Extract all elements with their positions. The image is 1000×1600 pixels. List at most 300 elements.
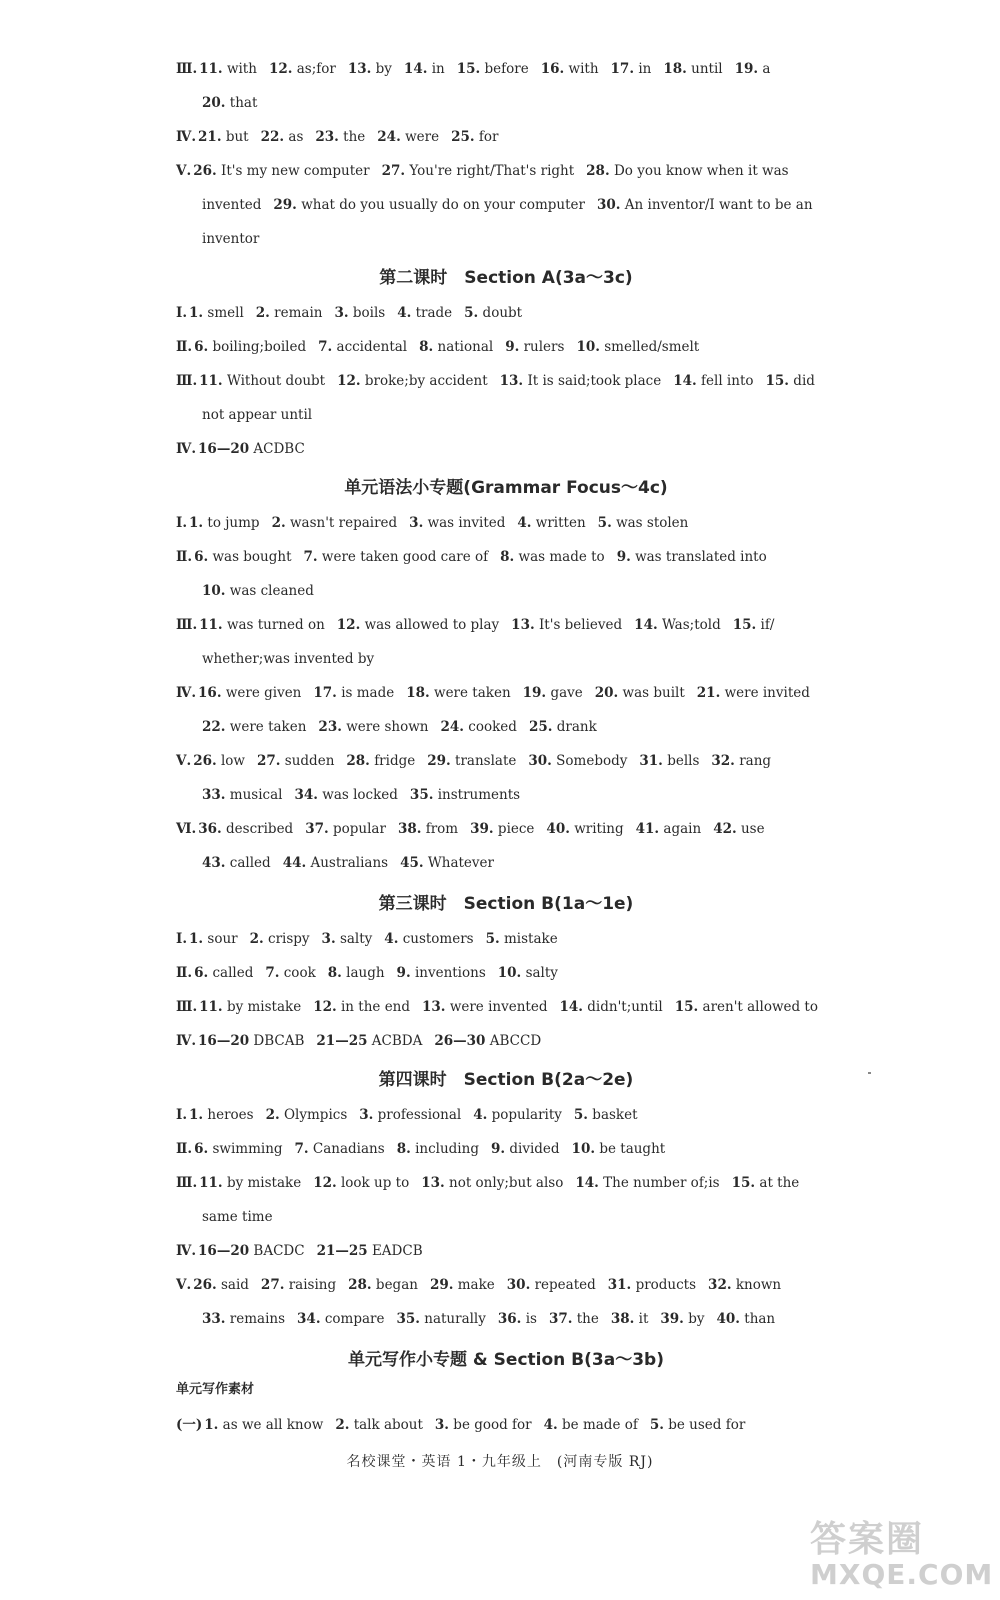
- question-number: 41.: [635, 821, 660, 837]
- part-numeral: Ⅳ.: [176, 685, 197, 701]
- answer-text: rang: [739, 753, 772, 769]
- answer-text: piece: [497, 821, 535, 837]
- answer-item: [517, 510, 585, 536]
- question-number: 22.: [202, 719, 226, 735]
- answer-item: [498, 1306, 537, 1332]
- answer-item: [202, 782, 282, 808]
- answer-item: [198, 436, 305, 462]
- question-number: 14.: [403, 61, 428, 77]
- answer-text: by mistake: [226, 999, 302, 1015]
- part-numeral: Ⅲ.: [176, 61, 198, 77]
- answer-text: were shown: [346, 719, 429, 735]
- answer-line: [176, 158, 836, 184]
- answer-item: [317, 1238, 423, 1264]
- question-number: 25.: [528, 719, 553, 735]
- answer-text: smelled/smelt: [604, 339, 700, 355]
- answer-item: [546, 816, 623, 842]
- answer-item: [189, 510, 260, 536]
- answer-text: broke;by accident: [364, 373, 488, 389]
- answer-item: [202, 646, 374, 672]
- question-number: 15.: [731, 1175, 756, 1191]
- question-number: 5.: [573, 1107, 588, 1123]
- answer-text: salty: [525, 965, 558, 981]
- question-number: 38.: [610, 1311, 635, 1327]
- answer-item: [384, 926, 473, 952]
- answer-item: [639, 748, 699, 774]
- answer-text: aren't allowed to: [702, 999, 818, 1015]
- answer-text: inventor: [202, 231, 260, 247]
- answer-text: began: [375, 1277, 418, 1293]
- answer-text: by: [688, 1311, 705, 1327]
- answer-item: [511, 612, 622, 638]
- answer-line: [202, 714, 862, 740]
- part-numeral: Ⅳ.: [176, 441, 197, 457]
- answer-text: It is said;took place: [527, 373, 662, 389]
- question-number: 44.: [282, 855, 307, 871]
- question-number: 16—20: [198, 441, 250, 457]
- part-numeral: Ⅳ.: [176, 1243, 197, 1259]
- answer-line: [176, 368, 836, 394]
- answer-item: [198, 1028, 304, 1054]
- question-number: 2.: [255, 305, 270, 321]
- question-number: 7.: [265, 965, 280, 981]
- question-number: 3.: [434, 1417, 449, 1433]
- answer-item: [470, 816, 534, 842]
- answer-item: [673, 368, 753, 394]
- answer-text: in the end: [340, 999, 411, 1015]
- question-number: 38.: [397, 821, 422, 837]
- answer-text: repeated: [534, 1277, 596, 1293]
- answer-text: was built: [622, 685, 685, 701]
- answer-text: professional: [377, 1107, 462, 1123]
- part-numeral: Ⅲ.: [176, 999, 198, 1015]
- answer-text: the: [343, 129, 366, 145]
- answer-item: [735, 56, 771, 82]
- answer-text: known: [735, 1277, 782, 1293]
- question-number: 13.: [511, 617, 535, 633]
- answer-text: drank: [556, 719, 597, 735]
- answer-line: [176, 816, 836, 842]
- answer-item: [422, 994, 547, 1020]
- question-number: 12.: [268, 61, 293, 77]
- answer-text: was translated into: [635, 549, 767, 565]
- answer-item: [189, 300, 244, 326]
- answer-item: [634, 612, 721, 638]
- answer-text: called: [229, 855, 271, 871]
- answer-item: [313, 1170, 409, 1196]
- answer-text: doubt: [482, 305, 523, 321]
- answer-line: [202, 1306, 862, 1332]
- answer-item: [199, 994, 301, 1020]
- question-number: 2.: [249, 931, 264, 947]
- question-number: 2.: [271, 515, 286, 531]
- answer-text: than: [744, 1311, 776, 1327]
- answer-item: [337, 368, 488, 394]
- answer-item: [419, 334, 493, 360]
- answer-text: translate: [455, 753, 517, 769]
- question-number: 5.: [597, 515, 612, 531]
- answer-text: boils: [352, 305, 386, 321]
- part-numeral: Ⅴ.: [176, 1277, 192, 1293]
- question-number: 24.: [440, 719, 464, 735]
- answer-text: cook: [283, 965, 316, 981]
- question-number: 6.: [194, 339, 209, 355]
- question-number: 3.: [321, 931, 336, 947]
- answer-item: [500, 368, 662, 394]
- question-number: 13.: [347, 61, 372, 77]
- answer-text: rulers: [523, 339, 565, 355]
- answer-item: [398, 816, 458, 842]
- answer-item: [328, 960, 385, 986]
- answer-text: including: [415, 1141, 479, 1157]
- answer-item: [430, 1272, 495, 1298]
- question-number: 42.: [713, 821, 737, 837]
- answer-text: to jump: [207, 515, 260, 531]
- question-number: 27.: [381, 163, 406, 179]
- question-number: 10.: [202, 583, 226, 599]
- answer-text: said: [220, 1277, 249, 1293]
- part-numeral: Ⅲ.: [176, 617, 198, 633]
- question-number: 36.: [198, 821, 222, 837]
- answer-item: [322, 926, 373, 952]
- answer-item: [272, 510, 398, 536]
- answer-item: [711, 748, 771, 774]
- question-number: 9.: [616, 549, 631, 565]
- question-number: 1.: [189, 305, 204, 321]
- question-number: 2.: [265, 1107, 280, 1123]
- answer-line: [176, 1102, 836, 1128]
- answer-item: [611, 1306, 649, 1332]
- question-number: 14.: [634, 617, 658, 633]
- answer-text: described: [226, 821, 294, 837]
- answer-text: in: [638, 61, 652, 77]
- question-number: 3.: [334, 305, 349, 321]
- answer-text: laugh: [346, 965, 385, 981]
- answer-item: [250, 926, 310, 952]
- answer-item: [283, 850, 388, 876]
- answer-line: [176, 1412, 836, 1438]
- answer-text: low: [220, 753, 245, 769]
- answer-line: [176, 748, 836, 774]
- answer-item: [732, 1170, 800, 1196]
- part-numeral: Ⅳ.: [176, 1033, 197, 1049]
- question-number: 10.: [576, 339, 600, 355]
- question-number: 17.: [313, 685, 337, 701]
- question-number: 8.: [396, 1141, 411, 1157]
- answer-item: [273, 192, 585, 218]
- answer-item: [294, 782, 397, 808]
- question-number: 6.: [194, 965, 209, 981]
- answer-item: [295, 1136, 385, 1162]
- answer-item: [194, 334, 306, 360]
- answer-line: [176, 960, 836, 986]
- question-number: 4.: [473, 1107, 488, 1123]
- question-number: 45.: [400, 855, 424, 871]
- answer-item: [265, 960, 315, 986]
- answer-item: [397, 1136, 479, 1162]
- answer-text: talk about: [353, 1417, 423, 1433]
- answer-line: [176, 680, 836, 706]
- answer-text: in: [431, 61, 445, 77]
- question-number: 11.: [199, 61, 223, 77]
- question-number: 33.: [202, 1311, 226, 1327]
- answer-item: [297, 1306, 384, 1332]
- answer-item: [435, 1412, 532, 1438]
- answer-text: remain: [274, 305, 323, 321]
- answer-item: [316, 1028, 422, 1054]
- answer-line: [176, 1170, 836, 1196]
- watermark-top-text: 答案圈: [810, 1519, 925, 1560]
- answer-item: [359, 1102, 461, 1128]
- answer-item: [194, 960, 253, 986]
- answer-item: [346, 748, 415, 774]
- answer-text: be used for: [668, 1417, 746, 1433]
- answer-text: written: [535, 515, 586, 531]
- answer-text: with: [568, 61, 599, 77]
- question-number: 32.: [708, 1277, 732, 1293]
- answer-text: swimming: [212, 1141, 283, 1157]
- answer-text: a: [762, 61, 771, 77]
- part-numeral: Ⅱ.: [176, 339, 193, 355]
- answer-text: didn't;until: [587, 999, 663, 1015]
- question-number: 9.: [505, 339, 520, 355]
- answer-text: An inventor/I want to be an: [624, 197, 813, 213]
- answer-item: [202, 1204, 273, 1230]
- answer-text: DBCAB: [253, 1033, 305, 1049]
- question-number: 21—25: [316, 1033, 368, 1049]
- answer-item: [586, 158, 788, 184]
- question-number: 1.: [189, 931, 204, 947]
- answer-item: [313, 680, 394, 706]
- answer-item: [598, 510, 689, 536]
- question-number: 15.: [765, 373, 789, 389]
- question-number: 26.: [193, 753, 217, 769]
- part-numeral: Ⅳ.: [176, 129, 197, 145]
- answer-item: [337, 612, 499, 638]
- answer-text: The number of;is: [603, 1175, 720, 1191]
- answer-item: [491, 1136, 560, 1162]
- question-number: 30.: [596, 197, 621, 213]
- answer-line: [176, 994, 836, 1020]
- answer-item: [194, 1136, 282, 1162]
- question-number: 20.: [594, 685, 619, 701]
- part-numeral: Ⅱ.: [176, 549, 193, 565]
- answer-item: [304, 544, 489, 570]
- answer-item: [199, 56, 257, 82]
- question-number: 28.: [346, 753, 370, 769]
- question-number: 31.: [607, 1277, 632, 1293]
- answer-text: for: [478, 129, 499, 145]
- answer-text: basket: [592, 1107, 638, 1123]
- answer-text: compare: [324, 1311, 385, 1327]
- question-number: 10.: [571, 1141, 596, 1157]
- question-number: 14.: [575, 1175, 599, 1191]
- question-number: 37.: [305, 821, 329, 837]
- section-heading: 单元写作小专题 & Section B(3a～3b): [348, 1350, 664, 1370]
- watermark-bottom-text: MXQE.COM: [810, 1558, 994, 1591]
- answer-text: were taken: [229, 719, 307, 735]
- answer-text: whether;was invented by: [202, 651, 375, 667]
- question-number: 22.: [260, 129, 285, 145]
- answer-text: as;for: [296, 61, 336, 77]
- question-number: 4.: [397, 305, 412, 321]
- question-number: 12.: [337, 373, 361, 389]
- answer-item: [193, 158, 369, 184]
- question-number: 13.: [421, 1175, 445, 1191]
- part-numeral: Ⅴ.: [176, 163, 192, 179]
- answer-item: [457, 56, 529, 82]
- question-number: 12.: [313, 999, 337, 1015]
- section-heading: 第二课时 Section A(3a～3c): [379, 268, 633, 288]
- question-number: 13.: [422, 999, 446, 1015]
- answer-item: [660, 1306, 704, 1332]
- question-number: 5.: [464, 305, 479, 321]
- answer-item: [256, 300, 323, 326]
- answer-text: mistake: [504, 931, 558, 947]
- answer-line: [176, 1136, 836, 1162]
- answer-item: [199, 1170, 301, 1196]
- part-numeral: Ⅰ.: [176, 931, 188, 947]
- part-numeral: Ⅱ.: [176, 1141, 193, 1157]
- answer-line: [202, 402, 862, 428]
- question-number: 4.: [543, 1417, 558, 1433]
- answer-text: by: [375, 61, 392, 77]
- answer-text: Whatever: [427, 855, 494, 871]
- answer-text: Without doubt: [226, 373, 326, 389]
- answer-item: [406, 680, 510, 706]
- page-footer: 名校课堂・英语 1・九年级上 (河南专版 RJ): [346, 1454, 654, 1470]
- question-number: 9.: [490, 1141, 506, 1157]
- question-number: 26—30: [434, 1033, 486, 1049]
- question-number: 3.: [359, 1107, 374, 1123]
- question-number: 1.: [189, 1107, 204, 1123]
- answer-item: [193, 748, 245, 774]
- answer-text: that: [229, 95, 258, 111]
- question-number: 27.: [257, 753, 281, 769]
- question-number: 24.: [377, 129, 401, 145]
- answer-line: [176, 612, 836, 638]
- question-number: 10.: [497, 965, 522, 981]
- question-number: 34.: [297, 1311, 321, 1327]
- answer-text: until: [691, 61, 723, 77]
- section-heading: 第四课时 Section B(2a～2e): [378, 1070, 634, 1090]
- answer-item: [348, 56, 392, 82]
- question-number: 8.: [327, 965, 342, 981]
- answer-text: naturally: [424, 1311, 486, 1327]
- answer-text: be taught: [599, 1141, 666, 1157]
- answer-item: [202, 714, 306, 740]
- question-number: 39.: [660, 1311, 684, 1327]
- answer-text: be good for: [453, 1417, 532, 1433]
- answer-text: were taken: [434, 685, 511, 701]
- answer-text: EADCB: [371, 1243, 423, 1259]
- answer-item: [193, 1272, 249, 1298]
- answer-text: it: [638, 1311, 649, 1327]
- answer-text: called: [212, 965, 254, 981]
- question-number: 1.: [189, 515, 204, 531]
- answer-text: boiling;boiled: [212, 339, 307, 355]
- answer-item: [334, 300, 385, 326]
- answer-text: trade: [415, 305, 453, 321]
- answer-text: Australians: [310, 855, 389, 871]
- answer-text: is made: [341, 685, 395, 701]
- answer-text: musical: [229, 787, 283, 803]
- answer-text: did: [793, 373, 815, 389]
- question-number: 5.: [649, 1417, 664, 1433]
- answer-line: [202, 1204, 862, 1230]
- answer-item: [505, 334, 564, 360]
- answer-line: [176, 1028, 836, 1054]
- question-number: 35.: [409, 787, 434, 803]
- question-number: 20.: [202, 95, 226, 111]
- answer-item: [608, 1272, 696, 1298]
- answer-item: [574, 1102, 638, 1128]
- answer-item: [400, 850, 494, 876]
- question-number: 12.: [336, 617, 361, 633]
- part-numeral: Ⅰ.: [176, 305, 188, 321]
- question-number: 6.: [194, 549, 209, 565]
- answer-item: [198, 816, 293, 842]
- answer-text: was made to: [518, 549, 605, 565]
- answer-text: national: [437, 339, 494, 355]
- answer-line: [176, 300, 836, 326]
- answer-item: [500, 544, 605, 570]
- answer-text: BACDC: [253, 1243, 305, 1259]
- answer-item: [382, 158, 575, 184]
- answer-item: [397, 300, 452, 326]
- answer-text: popularity: [491, 1107, 562, 1123]
- question-number: 30.: [506, 1277, 531, 1293]
- question-number: 16.: [198, 685, 222, 701]
- question-number: 39.: [470, 821, 494, 837]
- answer-item: [318, 714, 428, 740]
- answer-text: ACDBC: [253, 441, 305, 457]
- answer-line: [202, 226, 862, 252]
- answer-item: [189, 926, 238, 952]
- answer-text: Was;told: [661, 617, 721, 633]
- answer-text: smell: [207, 305, 244, 321]
- answer-text: was turned on: [226, 617, 325, 633]
- answer-item: [305, 816, 386, 842]
- question-number: 40.: [716, 1311, 740, 1327]
- question-number: 28.: [348, 1277, 372, 1293]
- answer-text: It's my new computer: [220, 163, 370, 179]
- question-number: 15.: [674, 999, 699, 1015]
- answer-item: [611, 56, 652, 82]
- answer-text: were taken good care of: [321, 549, 489, 565]
- answer-text: was stolen: [616, 515, 689, 531]
- answer-item: [202, 192, 261, 218]
- answer-text: with: [226, 61, 257, 77]
- answer-item: [261, 1272, 336, 1298]
- answer-item: [202, 226, 259, 252]
- question-number: 21.: [198, 129, 222, 145]
- answer-item: [650, 1412, 745, 1438]
- question-number: 16.: [540, 61, 565, 77]
- question-number: 28.: [586, 163, 610, 179]
- question-number: 11.: [199, 1175, 223, 1191]
- answer-item: [464, 300, 522, 326]
- answer-item: [194, 544, 291, 570]
- answer-item: [716, 1306, 775, 1332]
- answer-text: remains: [229, 1311, 286, 1327]
- answer-text: raising: [288, 1277, 337, 1293]
- question-number: 18.: [663, 61, 687, 77]
- answer-item: [313, 994, 410, 1020]
- answer-item: [199, 612, 325, 638]
- question-number: 29.: [273, 197, 297, 213]
- answer-text: not appear until: [202, 407, 313, 423]
